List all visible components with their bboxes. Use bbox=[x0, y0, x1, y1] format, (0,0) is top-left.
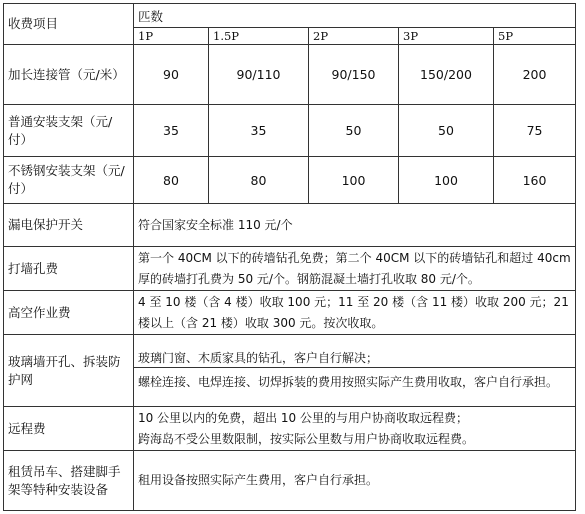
price-row bbox=[4, 105, 576, 157]
price-row bbox=[4, 45, 576, 105]
desc-cell bbox=[134, 335, 576, 407]
desc-text: 4 至 10 楼（含 4 楼）收取 100 元；11 至 20 楼（含 11 楼）收取 200 元；21 楼以上（含 21 楼）收取 300 元。按次收取。 bbox=[138, 294, 569, 330]
desc-cell bbox=[134, 247, 576, 291]
price-cell: 80 bbox=[209, 157, 309, 204]
price-cell: 75 bbox=[494, 105, 576, 157]
price-cell: 35 bbox=[134, 105, 209, 157]
desc-cell bbox=[134, 291, 576, 335]
desc-text: 租用设备按照实际产生费用，客户自行承担。 bbox=[138, 473, 379, 487]
item-column-header: 收费项目 bbox=[4, 4, 134, 45]
desc-row bbox=[4, 247, 576, 291]
desc-row bbox=[4, 451, 576, 511]
desc-text: 玻璃门窗、木质家具的钻孔，客户自行解决； bbox=[134, 349, 575, 368]
row-label: 租赁吊车、搭建脚手架等特种安装设备 bbox=[4, 451, 134, 511]
row-label: 高空作业费 bbox=[4, 291, 134, 335]
price-cell: 90 bbox=[134, 45, 209, 105]
price-cell: 50 bbox=[309, 105, 399, 157]
desc-cell bbox=[134, 451, 576, 511]
desc-text: 跨海岛不受公里数限制，按实际公里数与用户协商收取远程费。 bbox=[138, 431, 475, 446]
desc-cell bbox=[134, 204, 576, 247]
fee-table-container bbox=[3, 3, 575, 511]
price-cell: 150/200 bbox=[399, 45, 494, 105]
desc-text: 第一个 40CM 以下的砖墙钻孔免费；第二个 40CM 以下的砖墙钻孔和超过 40cm 厚的砖墙打孔费为 50 元/个。钢筋混凝土墙打孔收取 80 元/个。 bbox=[138, 250, 571, 286]
price-cell: 160 bbox=[494, 157, 576, 204]
desc-cell bbox=[134, 407, 576, 451]
desc-text: 符合国家安全标准 110 元/个 bbox=[138, 217, 293, 232]
row-label: 普通安装支架（元/付） bbox=[4, 105, 134, 157]
price-cell: 90/150 bbox=[309, 45, 399, 105]
price-cell: 80 bbox=[134, 157, 209, 204]
fee-table bbox=[3, 3, 576, 511]
row-label: 不锈钢安装支架（元/付） bbox=[4, 157, 134, 204]
size-header-1-5p: 1.5P bbox=[209, 28, 309, 45]
size-group-header: 匹数 bbox=[134, 4, 576, 28]
size-header-2p: 2P bbox=[309, 28, 399, 45]
desc-row bbox=[4, 204, 576, 247]
desc-text: 10 公里以内的免费，超出 10 公里的与用户协商收取远程费； bbox=[138, 410, 468, 425]
row-label: 漏电保护开关 bbox=[4, 204, 134, 247]
price-cell: 100 bbox=[399, 157, 494, 204]
price-cell: 50 bbox=[399, 105, 494, 157]
size-header-3p: 3P bbox=[399, 28, 494, 45]
desc-row bbox=[4, 407, 576, 451]
price-row bbox=[4, 157, 576, 204]
size-header-1p: 1P bbox=[134, 28, 209, 45]
desc-text: 螺栓连接、电焊连接、切焊拆装的费用按照实际产生费用收取，客户自行承担。 bbox=[138, 374, 559, 389]
row-label: 远程费 bbox=[4, 407, 134, 451]
desc-row bbox=[4, 291, 576, 335]
row-label: 加长连接管（元/米） bbox=[4, 45, 134, 105]
size-header-5p: 5P bbox=[494, 28, 576, 45]
price-cell: 90/110 bbox=[209, 45, 309, 105]
header-row-1 bbox=[4, 4, 576, 28]
price-cell: 200 bbox=[494, 45, 576, 105]
row-label: 打墙孔费 bbox=[4, 247, 134, 291]
row-label: 玻璃墙开孔、拆装防护网 bbox=[4, 335, 134, 407]
desc-row bbox=[4, 335, 576, 407]
price-cell: 35 bbox=[209, 105, 309, 157]
price-cell: 100 bbox=[309, 157, 399, 204]
